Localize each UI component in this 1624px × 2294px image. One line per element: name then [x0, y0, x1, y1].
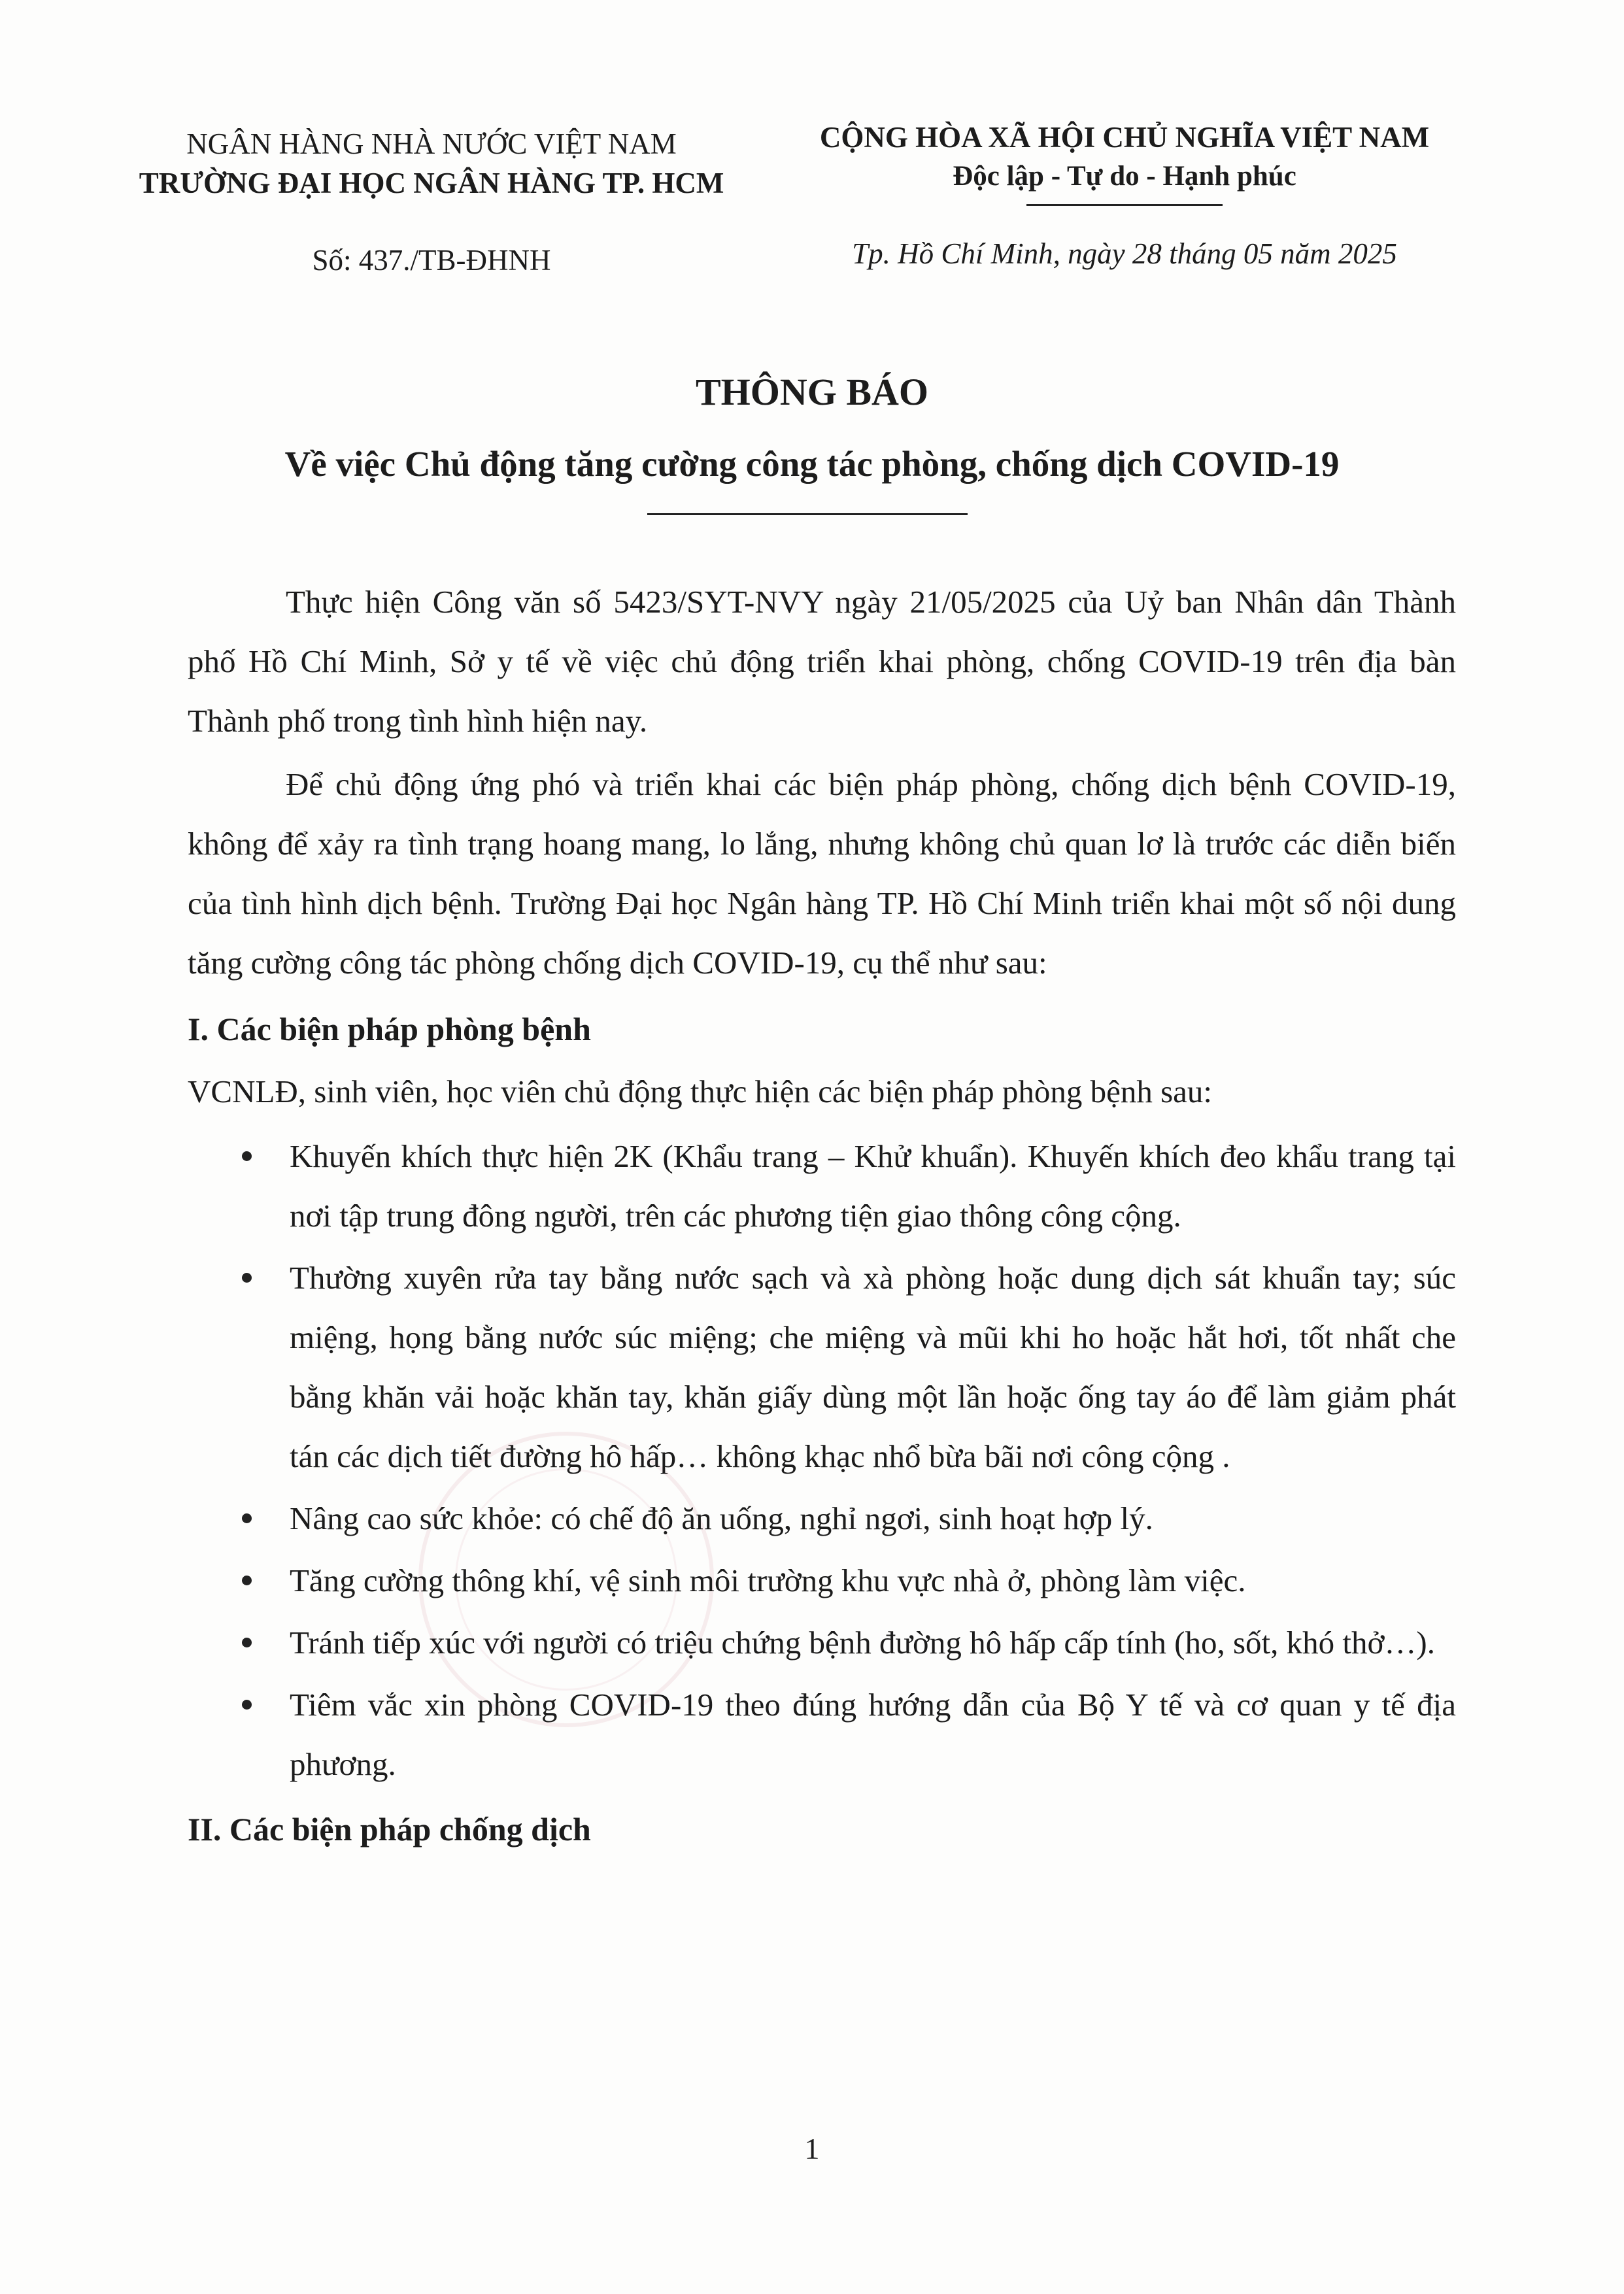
bullet-icon: [242, 1151, 252, 1161]
intro-paragraph: Thực hiện Công văn số 5423/SYT-NVY ngày 21/05/2025 của Uỷ ban Nhân dân Thành phố Hồ Chí Minh, Sở y tế về việc chủ động triển khai phòng, chống COVID-19 trên địa bàn Thành phố trong tình hình hiện nay.: [188, 584, 1456, 739]
list-item: [188, 1489, 1456, 1548]
list-item: [188, 1613, 1456, 1672]
list-item-text: Tránh tiếp xúc với người có triệu chứng bệnh đường hô hấp cấp tính (ho, sốt, khó thở…).: [290, 1625, 1435, 1661]
list-item-text: Thường xuyên rửa tay bằng nước sạch và xà phòng hoặc dung dịch sát khuẩn tay; súc miệng, họng bằng nước súc miệng; che miệng và mũi khi ho hoặc hắt hơi, tốt nhất che bằng khăn vải hoặc khăn tay, khăn giấy dùng một lần hoặc ống tay áo để làm giảm phát tán các dịch tiết đường hô hấp… không khạc nhổ bừa bãi nơi công cộng .: [290, 1260, 1456, 1474]
agency-name: NGÂN HÀNG NHÀ NƯỚC VIỆT NAM: [186, 127, 677, 160]
bullet-icon: [242, 1273, 252, 1283]
motto-underline: [1026, 204, 1223, 206]
document-number: Số: 437./TB-ĐHNH: [312, 244, 551, 277]
prevention-list: [188, 1126, 1456, 1794]
bullet-icon: [242, 1638, 252, 1647]
bullet-icon: [242, 1513, 252, 1523]
document-body: [188, 572, 1456, 1862]
list-item: [188, 1675, 1456, 1794]
section-heading: II. Các biện pháp chống dịch: [188, 1811, 591, 1847]
page-number: 1: [804, 2132, 820, 2165]
section-heading: I. Các biện pháp phòng bệnh: [188, 1011, 591, 1047]
list-item-text: Khuyến khích thực hiện 2K (Khẩu trang – Khử khuẩn). Khuyến khích đeo khẩu trang tại nơi tập trung đông người, trên các phương tiện giao thông công cộng.: [290, 1138, 1456, 1234]
list-item-text: Tiêm vắc xin phòng COVID-19 theo đúng hướng dẫn của Bộ Y tế và cơ quan y tế địa phương.: [290, 1687, 1456, 1782]
list-item-text: Tăng cường thông khí, vệ sinh môi trường khu vực nhà ở, phòng làm việc.: [290, 1562, 1246, 1598]
document-subtitle: Về việc Chủ động tăng cường công tác phòng, chống dịch COVID-19: [284, 444, 1340, 484]
issuer-header: [131, 124, 732, 203]
list-item: [188, 1126, 1456, 1245]
country-name: CỘNG HÒA XÃ HỘI CHỦ NGHĨA VIỆT NAM: [819, 121, 1430, 154]
title-divider: [647, 513, 968, 515]
list-item: [188, 1551, 1456, 1610]
list-item: [188, 1248, 1456, 1486]
list-item-text: Nâng cao sức khỏe: có chế độ ăn uống, nghỉ ngơi, sinh hoạt hợp lý.: [290, 1500, 1153, 1536]
national-motto: Độc lập - Tự do - Hạnh phúc: [953, 161, 1296, 192]
bullet-icon: [242, 1700, 252, 1710]
bullet-icon: [242, 1576, 252, 1585]
section-lead: VCNLĐ, sinh viên, học viên chủ động thực hiện các biện pháp phòng bệnh sau:: [188, 1073, 1212, 1109]
school-name: TRƯỜNG ĐẠI HỌC NGÂN HÀNG TP. HCM: [139, 167, 724, 199]
purpose-paragraph: Để chủ động ứng phó và triển khai các biện pháp phòng, chống dịch bệnh COVID-19, không để xảy ra tình trạng hoang mang, lo lắng, nhưng không chủ quan lơ là trước các diễn biến của tình hình dịch bệnh. Trường Đại học Ngân hàng TP. Hồ Chí Minh triển khai một số nội dung tăng cường công tác phòng chống dịch COVID-19, cụ thể như sau:: [188, 766, 1456, 981]
document-title: THÔNG BÁO: [695, 371, 929, 413]
place-and-date: Tp. Hồ Chí Minh, ngày 28 tháng 05 năm 2025: [852, 237, 1397, 270]
national-header: [785, 118, 1464, 206]
